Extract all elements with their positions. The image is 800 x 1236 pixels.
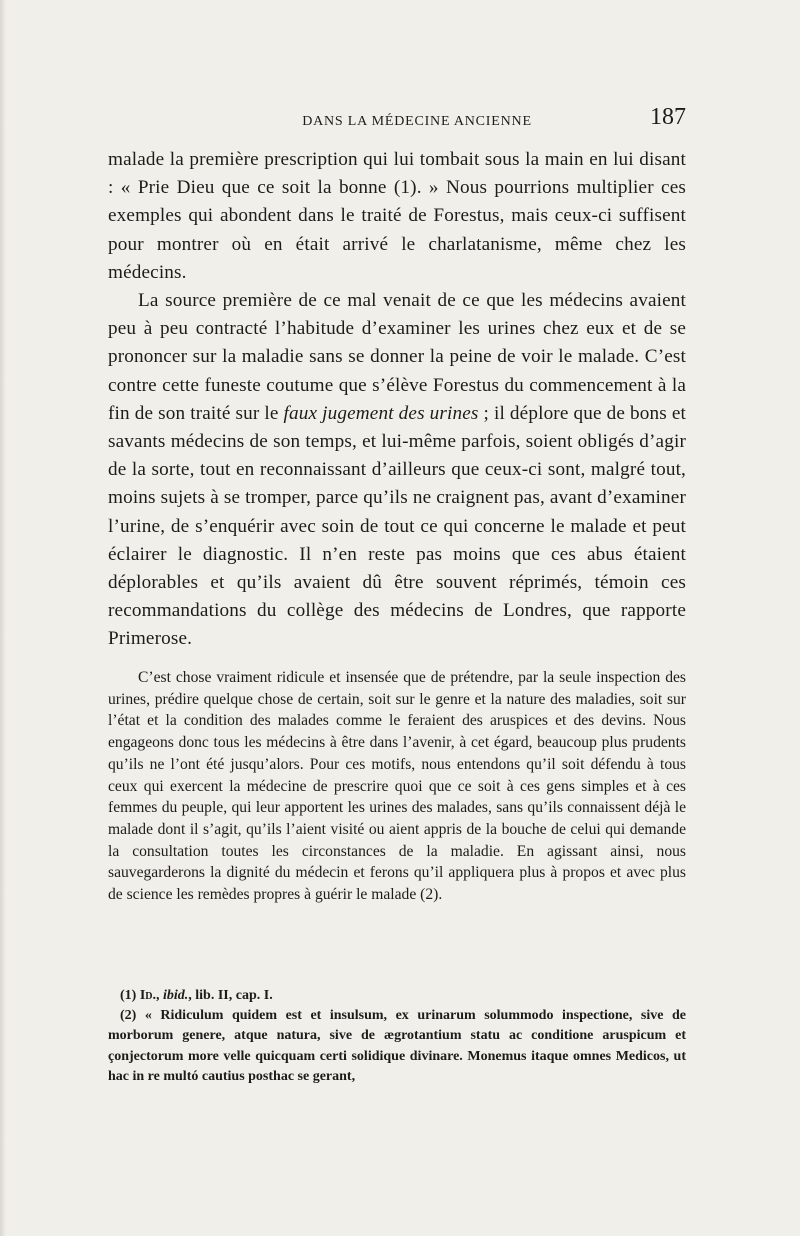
paragraph-2 <box>108 287 686 654</box>
quoted-passage <box>108 667 686 906</box>
paragraph-2-part-2: ; il déplore que de bons et savants médecins de son temps, et lui-même parfois, soient obligés d’agir de la sorte, tout en reconnaissant d’ailleurs que ceux-ci sont, malgré tout, moins sujets à se tromper, parce qu’ils ne craignent pas, avant d’examiner l’urine, de s’enquérir avec soin de tout ce qui concerne le malade et peut éclairer le diagnostic. Il n’en reste pas moins que ces abus étaient déplorables et qu’ils avaient dû être souvent réprimés, témoin ces recommandations du collège des médecins de Londres, que rapporte Primerose. <box>108 402 687 650</box>
running-head <box>108 104 686 134</box>
page-edge <box>0 0 6 1236</box>
quoted-paragraph: C’est chose vraiment ridicule et insensée que de prétendre, par la seule inspection des urines, prédire quelque chose de certain, soit sur le genre et la nature des maladies, soit sur l’état et la condition des malades comme le feraient des aruspices et des devins. Nous engageons donc tous les médecins à être dans l’avenir, à cet égard, beaucoup plus prudents qu’ils ne l’ont été jusqu’alors. Pour ces motifs, nous entendons qu’il soit défendu à tous ceux qui exercent la médecine de prescrire quoi que ce soit à ces gens simples et à ces femmes du peuple, qui leur apportent les urines des malades, sans qu’ils connaissent déjà le malade dont il s’agit, qu’ils l’aient visité ou aient appris de la bouche de celui qui demande la consultation toutes les circonstances de la maladie. En agissant ainsi, nous sauvegarderons la dignité du médecin et ferons qu’il appliquera plus à propos et avec plus de science les remèdes propres à guérir le malade (2). <box>108 669 686 904</box>
footnote-1-sep: , <box>156 988 163 1003</box>
footnote-1-author: Id. <box>139 988 156 1003</box>
paragraph-1: malade la première prescription qui lui tombait sous la main en lui disant : « Prie Dieu que ce soit la bonne (1). » Nous pourrions multiplier ces exemples qui abondent dans le traité de Forestus, mais ceux-ci suffisent pour montrer où en était arrivé le charlatanisme, même chez les médecins. <box>108 149 686 283</box>
paragraph-2-part-1: La source première de ce mal venait de ce que les médecins avaient peu à peu contracté l’habitude d’examiner les urines chez eux et de se prononcer sur la maladie sans se donner la peine de voir le malade. C’est contre cette funeste coutume que s’élève Forestus du commencement à la fin de son traité sur le <box>108 290 686 424</box>
footnotes <box>108 986 686 1087</box>
footnote-1-rest: , lib. II, cap. I. <box>188 988 273 1003</box>
paragraph-2-italic-title: faux jugement des urines <box>283 402 479 424</box>
main-text <box>108 146 686 654</box>
footnote-1 <box>108 986 686 1006</box>
footnote-1-mark: (1) <box>120 988 140 1003</box>
footnote-2: (2) « Ridiculum quidem est et insulsum, ex urinarum solummodo inspectione, sive de morborum genere, atque natura, sive de ægrotantium statu ac conditione aruspicum et çonjectorum more velle quicquam certi solidique divinare. Monemus itaque omnes Medicos, ut hac in re multó cautius posthac se gerant, <box>108 1008 686 1084</box>
page-number: 187 <box>650 104 686 130</box>
running-title: DANS LA MÉDECINE ANCIENNE <box>302 114 532 129</box>
footnote-1-ibid: ibid. <box>163 988 189 1003</box>
